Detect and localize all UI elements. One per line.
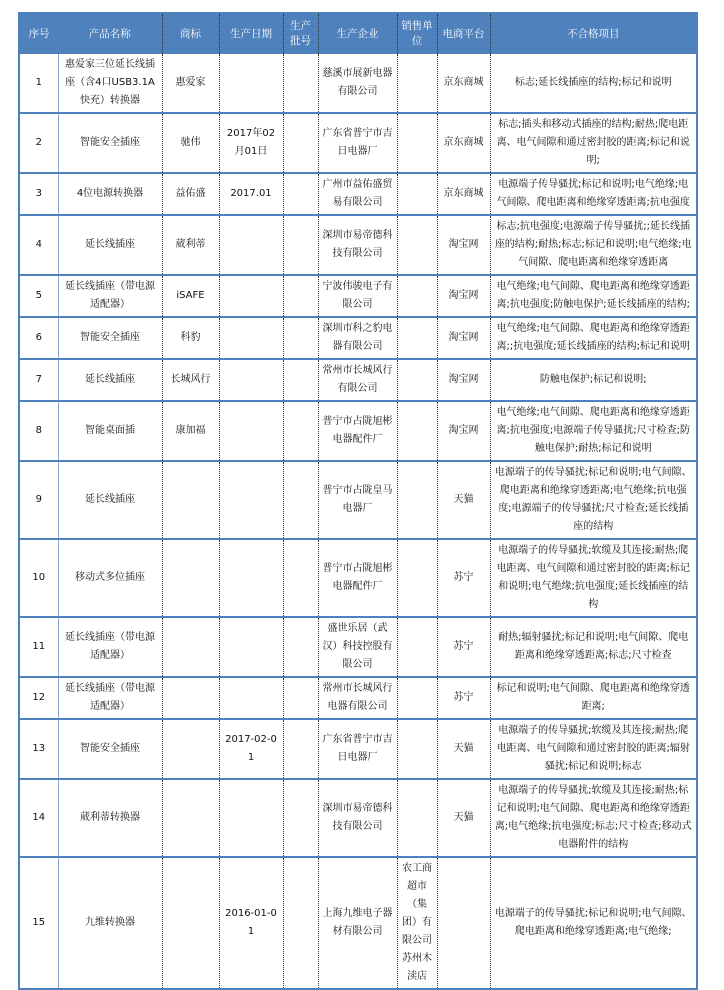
cell-manufacturer: 广东省普宁市吉日电器厂: [318, 719, 397, 779]
cell-seq: 11: [19, 617, 58, 677]
cell-ecommerce-platform: 京东商城: [437, 54, 490, 113]
cell-batch-number: [283, 54, 318, 113]
table-row: [19, 857, 697, 989]
cell-production-date: 2017.01: [219, 173, 283, 215]
cell-product-name: 移动式多位插座: [58, 539, 162, 617]
cell-nonconforming-items: 标记和说明;电气间隙、爬电距离和绝缘穿透距离;: [490, 677, 697, 719]
cell-product-name: 延长线插座（带电源适配器）: [58, 617, 162, 677]
cell-brand: [162, 539, 219, 617]
cell-batch-number: [283, 539, 318, 617]
table-row: [19, 539, 697, 617]
cell-product-name: 延长线插座: [58, 215, 162, 275]
cell-nonconforming-items: 电源端子传导骚扰;标记和说明;电气绝缘;电气间隙、爬电距离和绝缘穿透距离;抗电强度: [490, 173, 697, 215]
cell-ecommerce-platform: 苏宁: [437, 677, 490, 719]
recall-results-table: [18, 12, 698, 990]
cell-brand: 葳利蒂: [162, 215, 219, 275]
table-row: [19, 719, 697, 779]
col-header-seq: 序号: [19, 13, 58, 54]
cell-seq: 4: [19, 215, 58, 275]
cell-manufacturer: 深圳市易帝德科技有限公司: [318, 215, 397, 275]
cell-product-name: 九维转换器: [58, 857, 162, 989]
cell-ecommerce-platform: 天猫: [437, 719, 490, 779]
cell-nonconforming-items: 电源端子的传导骚扰;软缆及其连接;耐热;标记和说明;电气间隙、爬电距离和绝缘穿透距离;电气绝缘;抗电强度;标志;尺寸检查;移动式电器附件的结构: [490, 779, 697, 857]
cell-product-name: 延长线插座（带电源适配器）: [58, 677, 162, 719]
cell-sales-unit: [397, 275, 437, 317]
table-row: [19, 317, 697, 359]
cell-ecommerce-platform: 京东商城: [437, 173, 490, 215]
cell-brand: 康加福: [162, 401, 219, 461]
cell-batch-number: [283, 359, 318, 401]
cell-production-date: [219, 779, 283, 857]
cell-production-date: 2016-01-01: [219, 857, 283, 989]
cell-nonconforming-items: 电气绝缘;电气间隙、爬电距离和绝缘穿透距离;抗电强度;防触电保护;延长线插座的结构;: [490, 275, 697, 317]
cell-batch-number: [283, 677, 318, 719]
cell-brand: 益佑盛: [162, 173, 219, 215]
cell-product-name: 延长线插座（带电源适配器）: [58, 275, 162, 317]
cell-brand: 惠爱家: [162, 54, 219, 113]
cell-seq: 5: [19, 275, 58, 317]
cell-manufacturer: 普宁市占陇旭彬电器配件厂: [318, 539, 397, 617]
col-header-batch-number: 生产批号: [283, 13, 318, 54]
cell-sales-unit: 农工商超市（集团）有限公司苏州木渎店: [397, 857, 437, 989]
cell-seq: 1: [19, 54, 58, 113]
cell-product-name: 延长线插座: [58, 461, 162, 539]
table-row: [19, 173, 697, 215]
cell-batch-number: [283, 215, 318, 275]
cell-nonconforming-items: 电源端子的传导骚扰;标记和说明;电气间隙、爬电距离和绝缘穿透距离;电气绝缘;抗电强度;电源端子的传导骚扰;尺寸检查;延长线插座的结构: [490, 461, 697, 539]
cell-product-name: 智能安全插座: [58, 719, 162, 779]
cell-nonconforming-items: 标志;延长线插座的结构;标记和说明: [490, 54, 697, 113]
cell-brand: [162, 617, 219, 677]
cell-manufacturer: 广州市益佑盛贸易有限公司: [318, 173, 397, 215]
cell-batch-number: [283, 173, 318, 215]
cell-manufacturer: 盛世乐居（武汉）科技控股有限公司: [318, 617, 397, 677]
cell-brand: [162, 857, 219, 989]
cell-manufacturer: 深圳市科之豹电器有限公司: [318, 317, 397, 359]
cell-production-date: [219, 54, 283, 113]
cell-seq: 13: [19, 719, 58, 779]
cell-ecommerce-platform: 天猫: [437, 461, 490, 539]
cell-production-date: [219, 617, 283, 677]
cell-brand: [162, 461, 219, 539]
cell-brand: 驰伟: [162, 113, 219, 173]
table-row: [19, 359, 697, 401]
cell-manufacturer: 慈溪市展新电器有限公司: [318, 54, 397, 113]
cell-sales-unit: [397, 173, 437, 215]
cell-production-date: [219, 359, 283, 401]
cell-seq: 6: [19, 317, 58, 359]
cell-seq: 10: [19, 539, 58, 617]
cell-sales-unit: [397, 539, 437, 617]
cell-manufacturer: 普宁市占陇旭彬电器配件厂: [318, 401, 397, 461]
cell-sales-unit: [397, 461, 437, 539]
cell-batch-number: [283, 857, 318, 989]
cell-production-date: [219, 215, 283, 275]
cell-nonconforming-items: 电气绝缘;电气间隙、爬电距离和绝缘穿透距离;;抗电强度;延长线插座的结构;标记和说明: [490, 317, 697, 359]
cell-sales-unit: [397, 317, 437, 359]
cell-sales-unit: [397, 617, 437, 677]
table-row: [19, 677, 697, 719]
cell-product-name: 智能安全插座: [58, 113, 162, 173]
cell-batch-number: [283, 317, 318, 359]
col-header-manufacturer: 生产企业: [318, 13, 397, 54]
cell-batch-number: [283, 275, 318, 317]
table-row: [19, 113, 697, 173]
cell-batch-number: [283, 461, 318, 539]
cell-ecommerce-platform: 苏宁: [437, 539, 490, 617]
cell-seq: 9: [19, 461, 58, 539]
cell-seq: 2: [19, 113, 58, 173]
cell-nonconforming-items: 电气绝缘;电气间隙、爬电距离和绝缘穿透距离;抗电强度;电源端子传导骚扰;尺寸检查;防触电保护;耐热;标记和说明: [490, 401, 697, 461]
cell-sales-unit: [397, 359, 437, 401]
cell-manufacturer: 普宁市占陇皇马电器厂: [318, 461, 397, 539]
cell-sales-unit: [397, 779, 437, 857]
cell-nonconforming-items: 电源端子的传导骚扰;标记和说明;电气间隙、爬电距离和绝缘穿透距离;电气绝缘;: [490, 857, 697, 989]
cell-ecommerce-platform: 天猫: [437, 779, 490, 857]
col-header-production-date: 生产日期: [219, 13, 283, 54]
cell-sales-unit: [397, 54, 437, 113]
cell-brand: [162, 779, 219, 857]
cell-manufacturer: 上海九维电子器材有限公司: [318, 857, 397, 989]
cell-seq: 12: [19, 677, 58, 719]
cell-nonconforming-items: 标志;插头和移动式插座的结构;耐热;爬电距离、电气间隙和通过密封胶的距离;标记和说明;: [490, 113, 697, 173]
cell-ecommerce-platform: 淘宝网: [437, 359, 490, 401]
cell-brand: iSAFE: [162, 275, 219, 317]
cell-production-date: [219, 317, 283, 359]
cell-ecommerce-platform: 淘宝网: [437, 215, 490, 275]
cell-product-name: 葳利蒂转换器: [58, 779, 162, 857]
cell-batch-number: [283, 113, 318, 173]
cell-manufacturer: 常州市长城风行有限公司: [318, 359, 397, 401]
cell-production-date: 2017-02-01: [219, 719, 283, 779]
cell-manufacturer: 深圳市易帝德科技有限公司: [318, 779, 397, 857]
col-header-nonconforming-items: 不合格项目: [490, 13, 697, 54]
col-header-brand: 商标: [162, 13, 219, 54]
col-header-sales-unit: 销售单位: [397, 13, 437, 54]
table-row: [19, 54, 697, 113]
cell-production-date: [219, 275, 283, 317]
cell-ecommerce-platform: [437, 857, 490, 989]
table-row: [19, 215, 697, 275]
cell-seq: 8: [19, 401, 58, 461]
cell-batch-number: [283, 401, 318, 461]
table-row: [19, 617, 697, 677]
cell-sales-unit: [397, 113, 437, 173]
cell-production-date: [219, 461, 283, 539]
table-header-row: [19, 13, 697, 54]
cell-ecommerce-platform: 京东商城: [437, 113, 490, 173]
cell-brand: 科豹: [162, 317, 219, 359]
cell-ecommerce-platform: 淘宝网: [437, 401, 490, 461]
cell-ecommerce-platform: 淘宝网: [437, 317, 490, 359]
cell-seq: 15: [32, 917, 46, 928]
cell-seq: 14: [19, 779, 58, 857]
cell-nonconforming-items: 电源端子的传导骚扰;软缆及其连接;耐热;爬电距离、电气间隙和通过密封胶的距离;辐射骚扰;标记和说明;标志: [490, 719, 697, 779]
cell-brand: 长城风行: [162, 359, 219, 401]
cell-production-date: [219, 401, 283, 461]
cell-production-date: [219, 677, 283, 719]
cell-brand: [162, 677, 219, 719]
table-row: [19, 461, 697, 539]
cell-seq: 7: [19, 359, 58, 401]
table-row: [19, 401, 697, 461]
cell-product-name: 延长线插座: [58, 359, 162, 401]
cell-nonconforming-items: 电源端子的传导骚扰;软缆及其连接;耐热;爬电距离、电气间隙和通过密封胶的距离;标记和说明;电气绝缘;抗电强度;延长线插座的结构: [490, 539, 697, 617]
col-header-ecommerce-platform: 电商平台: [437, 13, 490, 54]
cell-product-name: 惠爱家三位延长线插座（含4口USB3.1A快充）转换器: [58, 54, 162, 113]
cell-seq: 3: [19, 173, 58, 215]
cell-product-name: 智能桌面插: [58, 401, 162, 461]
cell-manufacturer: 广东省普宁市吉日电器厂: [318, 113, 397, 173]
cell-sales-unit: [397, 719, 437, 779]
cell-product-name: 4位电源转换器: [58, 173, 162, 215]
cell-sales-unit: [397, 215, 437, 275]
cell-sales-unit: [397, 401, 437, 461]
table-row: [19, 275, 697, 317]
table-body: [19, 54, 697, 989]
cell-production-date: 2017年02月01日: [219, 113, 283, 173]
cell-sales-unit: [397, 677, 437, 719]
cell-manufacturer: 宁波伟骏电子有限公司: [318, 275, 397, 317]
cell-batch-number: [283, 779, 318, 857]
cell-nonconforming-items: 耐热;辐射骚扰;标记和说明;电气间隙、爬电距离和绝缘穿透距离;标志;尺寸检查: [490, 617, 697, 677]
col-header-product-name: 产品名称: [58, 13, 162, 54]
cell-brand: [162, 719, 219, 779]
cell-nonconforming-items: 标志;抗电强度;电源端子传导骚扰;;延长线插座的结构;耐热;标志;标记和说明;电气绝缘;电气间隙、爬电距离和绝缘穿透距离: [490, 215, 697, 275]
table-row: [19, 779, 697, 857]
cell-production-date: [219, 539, 283, 617]
cell-nonconforming-items: 防触电保护;标记和说明;: [490, 359, 697, 401]
cell-ecommerce-platform: 淘宝网: [437, 275, 490, 317]
cell-product-name: 智能安全插座: [58, 317, 162, 359]
cell-batch-number: [283, 719, 318, 779]
cell-ecommerce-platform: 苏宁: [437, 617, 490, 677]
cell-manufacturer: 常州市长城风行电器有限公司: [318, 677, 397, 719]
cell-batch-number: [283, 617, 318, 677]
